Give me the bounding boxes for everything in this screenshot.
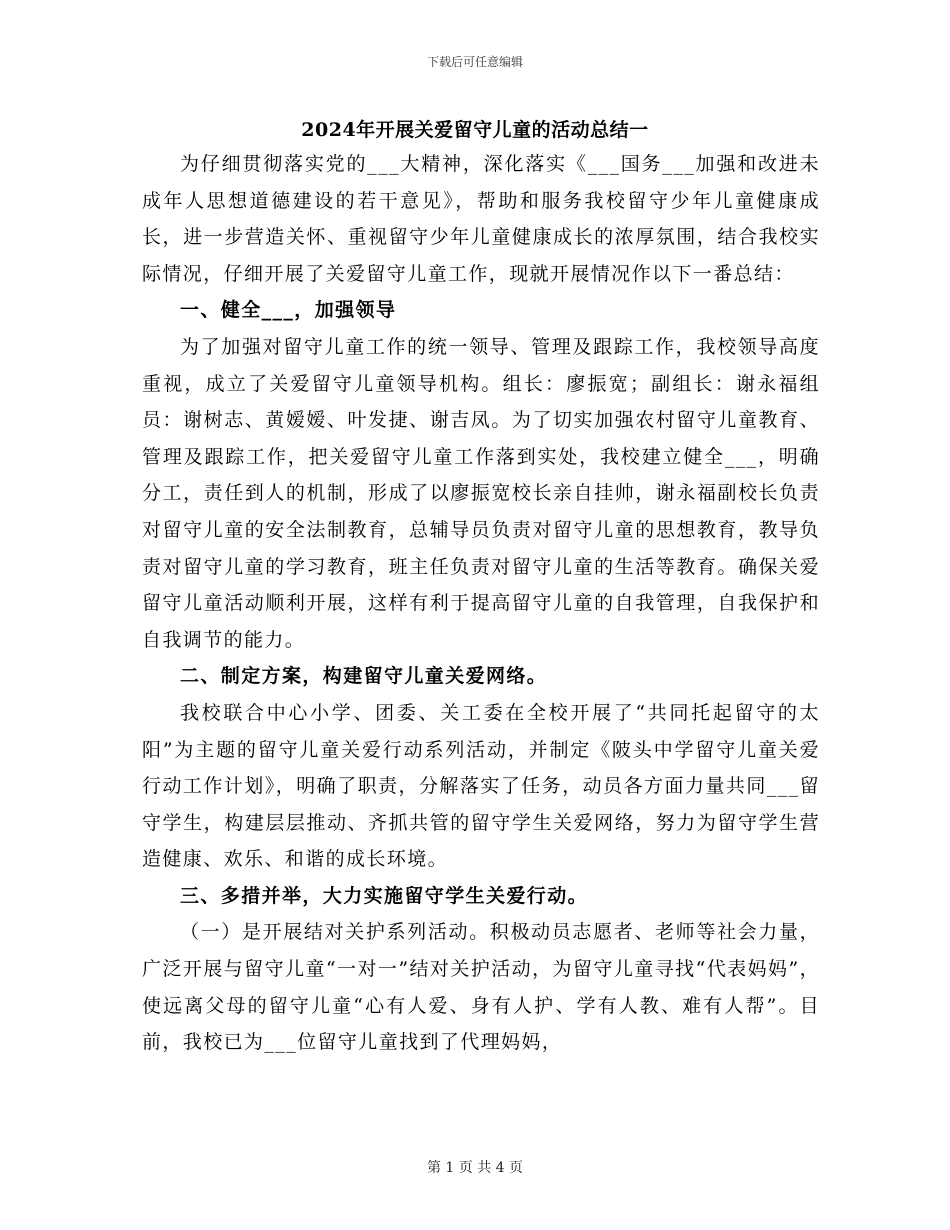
section-2-paragraph: 我校联合中心小学、团委、关工委在全校开展了“共同托起留守的太阳”为主题的留守儿童关爱行动系列活动，并制定《陂头中学留守儿童关爱行动工作计划》，明确了职责，分解落实了任务，动员各方面力量共同___留守学生，构建层层推动、齐抓共管的留守学生关爱网络，努力为留守学生营造健康、欢乐、和谐的成长环境。 [142,701,820,871]
document-title: 2024年开展关爱留守儿童的活动总结一 [301,119,649,141]
document-body [142,146,820,1061]
section-1-paragraph: 为了加强对留守儿童工作的统一领导、管理及跟踪工作，我校领导高度重视，成立了关爱留守儿童领导机构。组长：廖振宽；副组长：谢永福组员：谢树志、黄嫒嫒、叶发捷、谢吉凤。为了切实加强农村留守儿童教育、管理及跟踪工作，把关爱留守儿童工作落到实处，我校建立健全___，明确分工，责任到人的机制，形成了以廖振宽校长亲自挂帅，谢永福副校长负责对留守儿童的安全法制教育，总辅导员负责对留守儿童的思想教育，教导负责对留守儿童的学习教育，班主任负责对留守儿童的生活等教育。确保关爱留守儿童活动顺利开展，这样有利于提高留守儿童的自我管理，自我保护和自我调节的能力。 [142,335,820,651]
section-heading-3: 三、多措并举，大力实施留守学生关爱行动。 [180,884,589,907]
section-3-paragraph: （一）是开展结对关护系列活动。积极动员志愿者、老师等社会力量，广泛开展与留守儿童“一对一”结对关护活动，为留守儿童寻找“代表妈妈”，使远离父母的留守儿童“心有人爱、身有人护、学有人教、难有人帮”。目前，我校已为___位留守儿童找到了代理妈妈， [142,921,820,1054]
section-heading-1: 一、健全___，加强领导 [180,299,397,322]
section-heading-2: 二、制定方案，构建留守儿童关爱网络。 [180,665,548,688]
page-number: 第 1 页 共 4 页 [426,1160,524,1176]
header-note: 下载后可任意编辑 [426,55,523,69]
intro-paragraph: 为仔细贯彻落实党的___大精神，深化落实《___国务___加强和改进未成年人思想道德建设的若干意见》，帮助和服务我校留守少年儿童健康成长，进一步营造关怀、重视留守少年儿童健康成长的浓厚氛围，结合我校实际情况，仔细开展了关爱留守儿童工作，现就开展情况作以下一番总结： [142,153,820,285]
